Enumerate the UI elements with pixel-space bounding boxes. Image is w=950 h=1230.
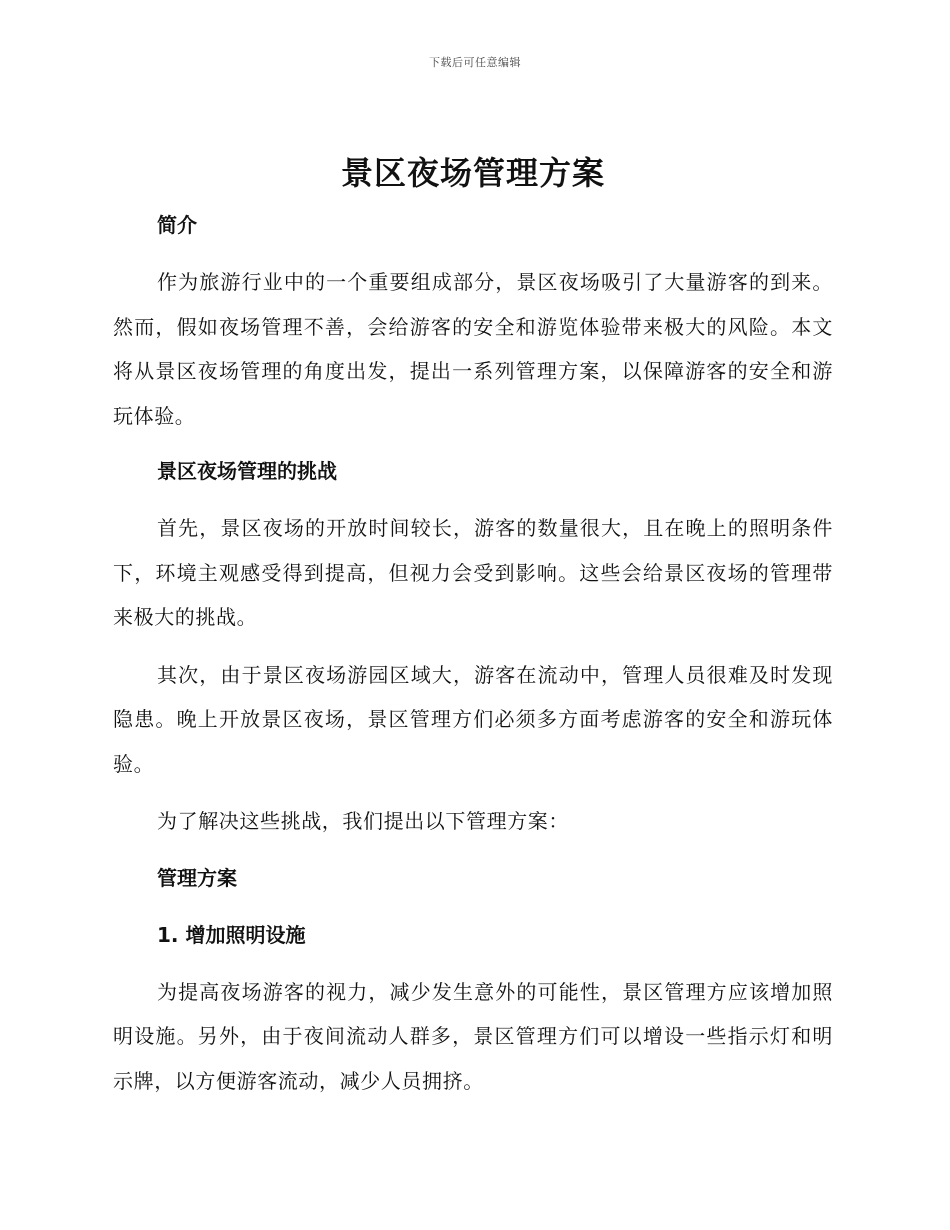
plan-item-1-paragraph: 为提高夜场游客的视力，减少发生意外的可能性，景区管理方应该增加照明设施。另外，由于夜间流动人群多，景区管理方们可以增设一些指示灯和明示牌，以方便游客流动，减少人员拥挤。 [113, 979, 833, 1093]
challenge-heading: 景区夜场管理的挑战 [157, 459, 337, 483]
challenge-paragraph-1: 首先，景区夜场的开放时间较长，游客的数量很大，且在晚上的照明条件下，环境主观感受得到提高，但视力会受到影响。这些会给景区夜场的管理带来极大的挑战。 [113, 516, 833, 629]
document-body [113, 150, 833, 1103]
plan-heading: 管理方案 [157, 865, 237, 890]
intro-heading: 简介 [157, 213, 197, 237]
plan-item-1-heading: 1. 增加照明设施 [157, 922, 306, 947]
challenge-paragraph-3: 为了解决这些挑战，我们提出以下管理方案： [157, 809, 569, 833]
intro-paragraph: 作为旅游行业中的一个重要组成部分，景区夜场吸引了大量游客的到来。然而，假如夜场管理不善，会给游客的安全和游览体验带来极大的风险。本文将从景区夜场管理的角度出发，提出一系列管理方案，以保障游客的安全和游玩体验。 [113, 270, 833, 428]
challenge-paragraph-2: 其次，由于景区夜场游园区域大，游客在流动中，管理人员很难及时发现隐患。晚上开放景区夜场，景区管理方们必须多方面考虑游客的安全和游玩体验。 [113, 662, 833, 776]
header-note: 下载后可任意编辑 [429, 56, 521, 69]
document-title: 景区夜场管理方案 [340, 154, 605, 192]
